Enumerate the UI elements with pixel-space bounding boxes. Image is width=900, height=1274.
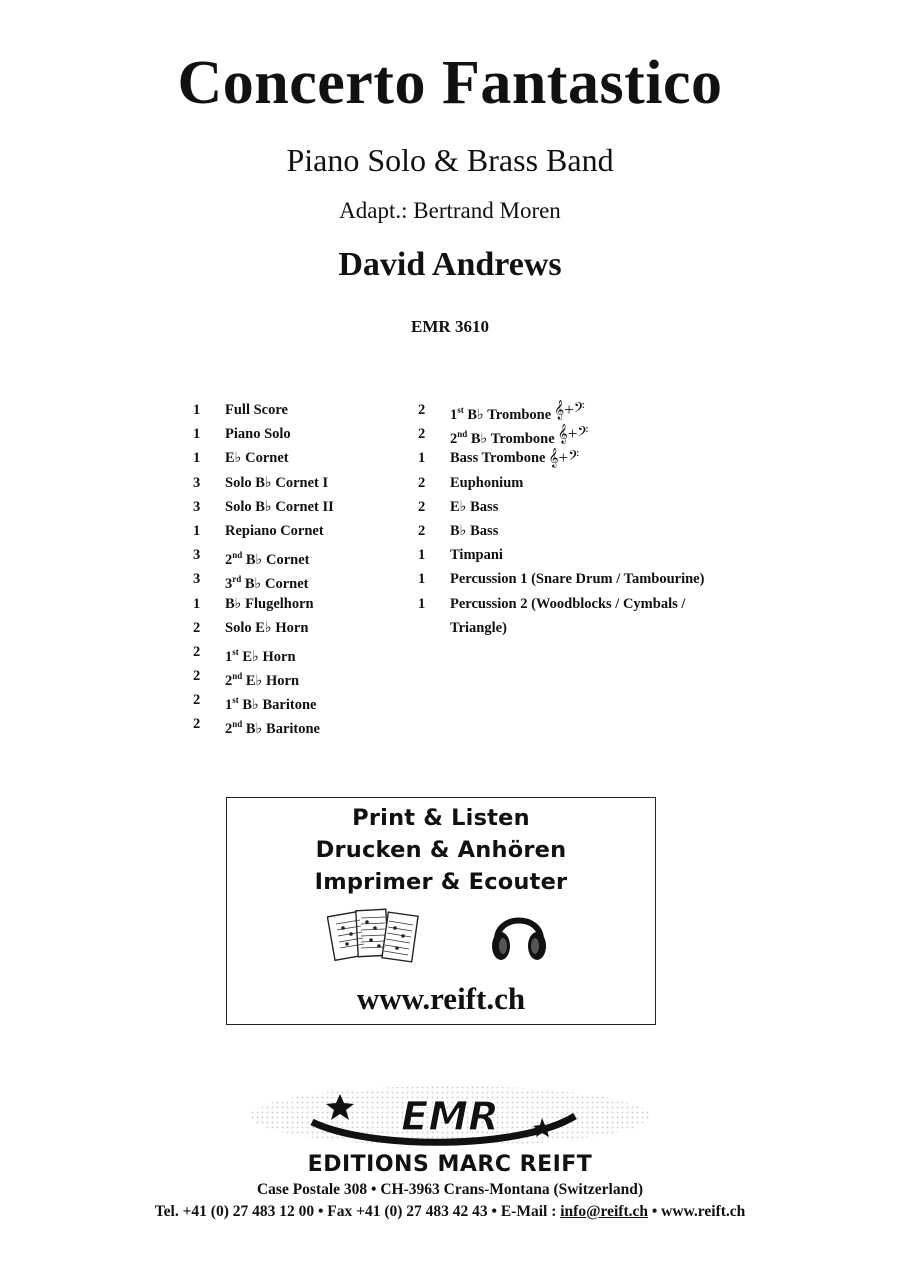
part-row: [418, 446, 798, 470]
part-quantity: 2: [193, 692, 201, 709]
part-quantity: 2: [193, 716, 201, 733]
promo-line-french: Imprimer & Ecouter: [314, 869, 568, 895]
part-name-continuation: Triangle): [450, 619, 507, 636]
part-row: [193, 712, 408, 736]
part-quantity: 3: [193, 498, 201, 515]
part-name: 1st E♭ Horn: [225, 646, 296, 665]
part-name: Solo E♭ Horn: [225, 619, 309, 636]
part-quantity: 2: [418, 426, 426, 443]
part-name: 1st B♭ Baritone: [225, 695, 317, 714]
part-quantity: 1: [193, 450, 201, 467]
part-name: B♭ Bass: [450, 522, 499, 539]
part-row: [193, 495, 408, 519]
part-quantity: 1: [193, 595, 201, 612]
part-row: [193, 543, 408, 567]
part-name: 3rd B♭ Cornet: [225, 574, 309, 593]
clef-icon: 𝄞+𝄢: [548, 448, 580, 468]
composer-name: David Andrews: [338, 246, 562, 283]
logo-wordmark: EMR: [401, 1094, 499, 1140]
part-name: 2nd B♭ Trombone: [450, 429, 555, 448]
page-subtitle: Piano Solo & Brass Band: [286, 142, 614, 178]
promo-line-german: Drucken & Anhören: [315, 837, 567, 863]
page-title: Concerto Fantastico: [177, 49, 723, 117]
part-quantity: 3: [193, 474, 201, 491]
print-listen-box[interactable]: [226, 797, 656, 1025]
contact-website[interactable]: • www.reift.ch: [648, 1203, 746, 1220]
part-name: 2nd E♭ Horn: [225, 671, 300, 689]
publisher-contact: [0, 1203, 900, 1221]
part-name: E♭ Bass: [450, 498, 499, 515]
part-row: [418, 567, 798, 591]
part-row: [193, 398, 408, 422]
part-quantity: 1: [193, 522, 201, 539]
catalog-number: EMR 3610: [411, 317, 489, 336]
part-quantity: 2: [193, 668, 201, 685]
part-quantity: 1: [418, 571, 426, 588]
part-row: [418, 592, 798, 616]
part-quantity: 2: [418, 498, 426, 515]
part-row: [193, 688, 408, 712]
part-quantity: 1: [193, 402, 201, 418]
part-row: [193, 471, 408, 495]
part-name: Repiano Cornet: [225, 522, 324, 539]
part-quantity: 2: [418, 474, 426, 491]
part-row: [193, 567, 408, 591]
adaptation-credit: Adapt.: Bertrand Moren: [339, 198, 561, 223]
part-row: [193, 519, 408, 543]
part-row: [418, 422, 798, 446]
part-row: [418, 543, 798, 567]
part-row: [418, 398, 798, 422]
part-name: Percussion 2 (Woodblocks / Cymbals /: [450, 595, 686, 612]
part-row: [418, 519, 798, 543]
part-name: B♭ Flugelhorn: [225, 595, 314, 612]
part-row: [193, 422, 408, 446]
part-row: [193, 616, 408, 640]
part-name: Euphonium: [450, 474, 524, 491]
clef-icon: 𝄞+𝄢: [554, 400, 585, 419]
part-row: [418, 495, 798, 519]
part-name: Solo B♭ Cornet II: [225, 498, 334, 515]
part-name: E♭ Cornet: [225, 450, 289, 467]
clef-icon: 𝄞+𝄢: [557, 424, 589, 444]
part-name: Piano Solo: [225, 426, 291, 443]
part-quantity: 2: [193, 619, 201, 636]
part-quantity: 1: [418, 595, 426, 612]
part-quantity: 2: [418, 522, 426, 539]
part-name: 2nd B♭ Baritone: [225, 719, 320, 738]
part-row: [193, 640, 408, 664]
parts-list-right: [418, 398, 798, 640]
headphones-icon: [489, 902, 549, 964]
sheet-music-icon: [327, 904, 422, 970]
promo-line-english: Print & Listen: [352, 805, 530, 831]
part-quantity: 1: [193, 426, 201, 443]
part-name: 1st B♭ Trombone: [450, 405, 552, 423]
part-name: Percussion 1 (Snare Drum / Tambourine): [450, 571, 705, 588]
part-quantity: 2: [193, 643, 201, 660]
part-quantity: 1: [418, 547, 426, 564]
part-quantity: 3: [193, 547, 201, 564]
parts-list-left: [193, 398, 408, 737]
part-name: Timpani: [450, 547, 503, 564]
part-row: [193, 446, 408, 470]
contact-phone-fax: Tel. +41 (0) 27 483 12 00 • Fax +41 (0) 27 483 42 43 • E-Mail :: [154, 1203, 561, 1220]
part-quantity: 1: [418, 450, 426, 467]
publisher-address: Case Postale 308 • CH-3963 Crans-Montana (Switzerland): [256, 1181, 643, 1198]
contact-email-link[interactable]: info@reift.ch: [560, 1203, 648, 1220]
part-quantity: 3: [193, 571, 201, 588]
part-name: Solo B♭ Cornet I: [225, 474, 329, 491]
part-quantity: 2: [418, 402, 426, 418]
part-row: [418, 471, 798, 495]
part-name: Full Score: [225, 402, 288, 418]
part-row: [193, 664, 408, 688]
part-row: [193, 592, 408, 616]
part-name: 2nd B♭ Cornet: [225, 550, 310, 568]
promo-website-link[interactable]: www.reift.ch: [356, 981, 526, 1016]
publisher-name: EDITIONS MARC REIFT: [307, 1152, 593, 1177]
part-name: Bass Trombone: [450, 450, 546, 467]
